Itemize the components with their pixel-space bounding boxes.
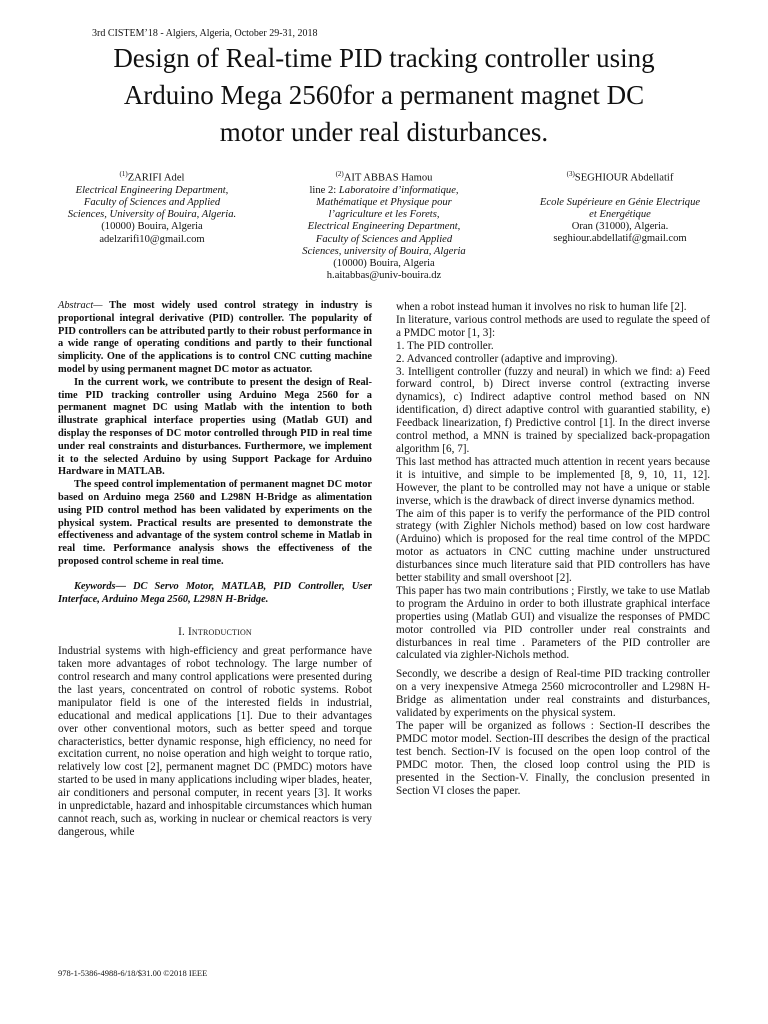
title-line-2: Arduino Mega 2560for a permanent magnet DC — [123, 80, 645, 110]
conference-header: 3rd CISTEM’18 - Algiers, Algeria, October 29-31, 2018 — [92, 28, 318, 39]
author-address: Oran (31000), Algeria. — [571, 221, 669, 233]
spacer — [520, 185, 720, 197]
author-affiliation-line: line 2: Laboratoire d’informatique, — [309, 184, 459, 196]
author-name: $^{(2)}$AIT ABBAS Hamou — [335, 170, 433, 184]
author-address: (10000) Bouira, Algeria — [101, 221, 203, 233]
author-affiliation-line: Sciences, University of Bouira, Algeria. — [67, 209, 237, 221]
abstract-text: The most widely used control strategy in industry is proportional integral derivative (PID) controller. The popularity of PID controllers can be attributed partly to their robust performance in a wide range of operating conditions and partly to their functional simplicity. One of the applications is to control CNC cutting machine model by using permanent magnet DC motor as actuator. — [58, 300, 372, 375]
author-email: h.aitabbas@univ-bouira.dz — [326, 270, 442, 282]
body-paragraph: This paper has two main contributions ; Firstly, we take to use Matlab to program the Arduino in order to both illustrate graphical interface properties using (Matlab GUI) and visualize the responses of PMDC motor controlled via PID controller under real constraints and disturbances in real time . Parameters of the PID controller are calculated via zighler-Nichols method. — [396, 584, 710, 662]
body-paragraph: Secondly, we describe a design of Real-time PID tracking controller on a very inexpensive Atmega 2560 microcontroller and L298N H-Bridge as alimentation under real constraints and disturbances, validated by experiments on the physical system. — [396, 668, 710, 720]
list-item: 2. Advanced controller (adaptive and improving). — [396, 352, 618, 365]
author-affiliation-line: Electrical Engineering Department, — [307, 221, 461, 233]
author-affiliation-line: Mathématique et Physique pour — [316, 196, 452, 208]
abstract — [58, 300, 372, 377]
body-paragraph: This last method has attracted much attention in recent years because it is intuitive, and simple to be implemented [8, 9, 10, 11, 12]. However, the plant to be controlled may not have a unique or stable inverse, which is the drawback of direct inverse dynamics method. — [396, 455, 710, 507]
author-block-3 — [520, 168, 720, 246]
body-paragraph: when a robot instead human it involves no risk to human life [2]. — [396, 301, 687, 313]
author-affiliation-line: Ecole Supérieure en Génie Electrique — [539, 196, 701, 208]
abstract-paragraph-2: In the current work, we contribute to present the design of Real-time PID tracking controller using Arduino Mega 2560 for a permanent magnet DC using Matlab with the intention to both illustrate graphical interface properties using (Matlab GUI) and display the responses of DC motor controlled through PID in real time under real constraints and disturbances. Furthermore, we implement it to the selected Arduino by using Support Package for Arduino Hardware in MATLAB. — [58, 376, 372, 478]
author-block-1 — [52, 168, 252, 246]
author-affiliation-line: Faculty of Sciences and Applied — [83, 196, 221, 208]
list-item: 3. Intelligent controller (fuzzy and neural) in which we find: a) Feed forward control, b) Direct inverse control (extracting inverse dynamics), c) Indirect adaptive control method based on NN identification, d) direct adaptive control with guarantied stability, e) Feedback linearization, f) Predictive control [1]. In the direct inverse control method, a MNN is trained by specialized back-propagation algorithm [6, 7]. — [396, 365, 710, 455]
author-block-2 — [284, 168, 484, 282]
author-affiliation-line: Faculty of Sciences and Applied — [315, 233, 453, 245]
body-paragraph: The paper will be organized as follows : Section-II describes the PMDC motor model. Section-III describes the design of the practical test bench. Section-IV is focused on the open loop control of the PMDC motor. Then, the closed loop control using the PID is presented in the Section-V. Finally, the conclusion presented in Section VI closes the paper. — [396, 720, 710, 797]
abstract-label: Abstract— — [58, 300, 103, 311]
title-line-1: Design of Real-time PID tracking controller using — [113, 43, 655, 73]
author-affiliation-line: et Energétique — [589, 208, 651, 220]
author-email: adelzarifi10@gmail.com — [99, 233, 205, 245]
author-email: seghiour.abdellatif@gmail.com — [553, 233, 687, 245]
body-paragraph: The aim of this paper is to verify the performance of the PID control strategy (with Zighler Nichols method) based on low cost hardware (Arduino) which is proposed for the real time control of the MPDC motor as actuators in CNC cutting machine under unstructured disturbances since much literature said that PID controllers has have better stability and small overshoot [2]. — [396, 507, 710, 585]
author-address: (10000) Bouira, Algeria — [333, 257, 435, 269]
keywords: Keywords— DC Servo Motor, MATLAB, PID Controller, User Interface, Arduino Mega 2560, L298N H-Bridge. — [58, 580, 372, 605]
right-column — [396, 301, 710, 797]
copyright-footer: 978-1-5386-4988-6/18/$31.00 ©2018 IEEE — [58, 968, 208, 978]
section-heading — [58, 626, 372, 639]
section-title: Introduction — [188, 626, 252, 639]
author-affiliation-line: Electrical Engineering Department, — [75, 184, 229, 196]
intro-paragraph: Industrial systems with high-efficiency and great performance have taken more advantages of robot technology. The large number of control research and many control applications were presented during the last years, concentrated on control of robotic systems. Robot manipulator field is one of the interested fields in industrial, educational and medical applications [1]. Due to their advantages over other conventional motors, such as better speed and torque characteristics, better dynamic response, high efficiency, no need for excitation current, no noise operation and high weight to torque ratio, relatively low cost [2], permanent magnet DC (PMDC) motors have started to be used in many applications including wiper blades, heater, air conditioners and personal computer, in recent years [3]. It works in unpredictable, hazard and inhospitable circumstances which human cannot reach, such as, working in nuclear or chemical reactors is very dangerous, while — [58, 645, 372, 838]
body-paragraph: In literature, various control methods are used to regulate the speed of a PMDC motor [1, 3]: — [396, 313, 710, 339]
abstract-paragraph-3: The speed control implementation of permanent magnet DC motor based on Arduino mega 2560 and L298N H-Bridge as alimentation using PID control method has been validated by experiments on the physical system. Practical results are presented to demonstrate the effectiveness and advantage of the system control scheme in Matlab in real time. Performance analysis shows the effectiveness of the proposed control scheme in real time. — [58, 479, 372, 567]
author-affiliation-line: Sciences, university of Bouira, Algeria — [302, 245, 466, 257]
author-name: $^{(3)}$SEGHIOUR Abdellatif — [566, 170, 674, 184]
author-affiliation-line: l’agriculture et les Forets, — [328, 209, 440, 221]
title-line-3: motor under real disturbances. — [219, 117, 549, 147]
paper-title — [40, 40, 728, 151]
section-number: I. — [178, 626, 188, 639]
list-item: 1. The PID controller. — [396, 339, 494, 352]
left-column — [58, 300, 372, 839]
author-name: $^{(1)}$ZARIFI Adel — [119, 170, 185, 184]
